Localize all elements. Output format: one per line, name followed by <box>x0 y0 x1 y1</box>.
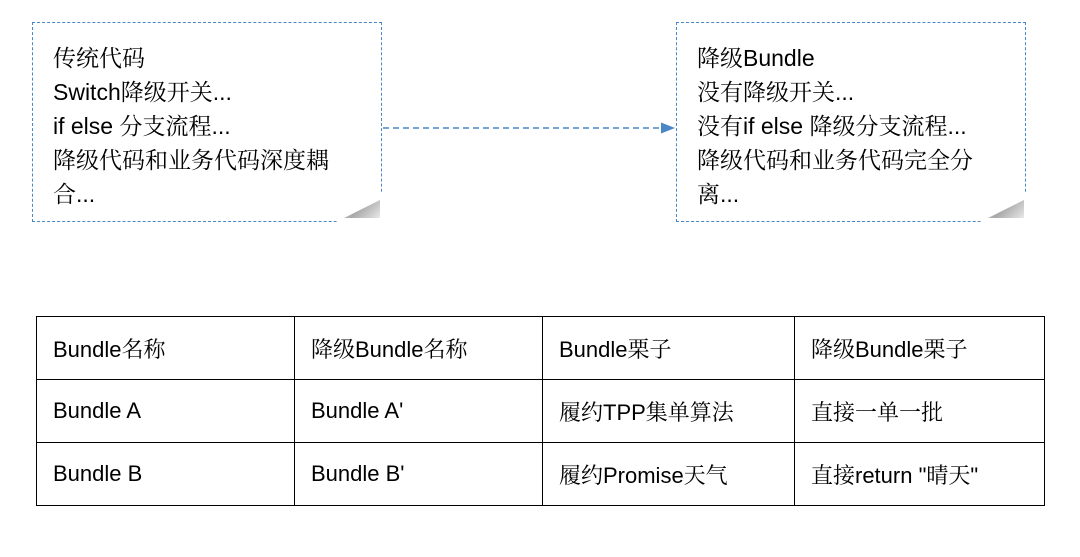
degrade-bundle-note <box>676 22 1026 222</box>
table-header-cell: 降级Bundle栗子 <box>795 317 1045 380</box>
table-cell: 直接一单一批 <box>795 380 1045 443</box>
table-header-cell: Bundle名称 <box>37 317 295 380</box>
note-line: 降级代码和业务代码深度耦 <box>53 147 329 173</box>
table-header-cell: Bundle栗子 <box>543 317 795 380</box>
bundle-table <box>36 316 1044 506</box>
note-line: 传统代码 <box>53 45 145 71</box>
table-row <box>37 443 1045 506</box>
table-header-cell: 降级Bundle名称 <box>295 317 543 380</box>
connector-arrow-icon <box>383 118 675 138</box>
note-line: Switch降级开关... <box>53 79 232 105</box>
table-cell: 直接return "晴天" <box>795 443 1045 506</box>
table-cell: 履约Promise天气 <box>543 443 795 506</box>
table-cell: 履约TPP集单算法 <box>543 380 795 443</box>
note-line: 没有if else 降级分支流程... <box>697 113 967 139</box>
table-header-row <box>37 317 1045 380</box>
table-cell: Bundle B' <box>295 443 543 506</box>
note-line: 离... <box>697 181 740 207</box>
note-line: if else 分支流程... <box>53 113 231 139</box>
note-line: 降级Bundle <box>697 45 815 71</box>
table-cell: Bundle B <box>37 443 295 506</box>
table-cell: Bundle A' <box>295 380 543 443</box>
traditional-code-note <box>32 22 382 222</box>
table-row <box>37 380 1045 443</box>
note-line: 没有降级开关... <box>697 79 855 105</box>
table-cell: Bundle A <box>37 380 295 443</box>
note-line: 合... <box>53 181 96 207</box>
note-line: 降级代码和业务代码完全分 <box>697 147 973 173</box>
